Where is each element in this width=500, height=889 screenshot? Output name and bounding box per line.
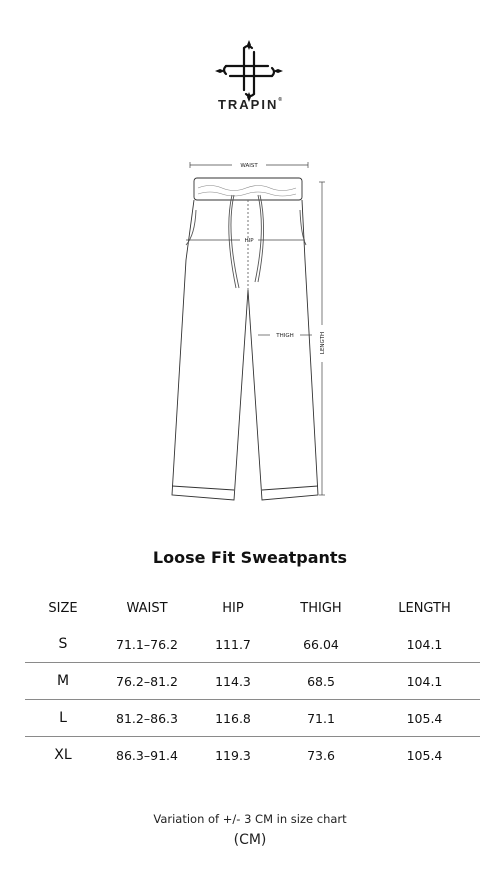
table-row — [25, 737, 480, 774]
waist-cell: 76.2–81.2 — [101, 663, 193, 700]
hip-cell: 116.8 — [193, 700, 273, 737]
size-cell: L — [25, 700, 101, 737]
table-row — [25, 663, 480, 700]
column-header: WAIST — [126, 600, 168, 616]
column-header: HIP — [222, 600, 244, 616]
table-row — [25, 626, 480, 663]
thigh-cell: 66.04 — [273, 626, 369, 663]
product-title: Loose Fit Sweatpants — [152, 548, 348, 567]
variation-note: Variation of +/- 3 CM in size chart — [153, 812, 347, 826]
brand-name: TRAPIN® — [217, 97, 283, 112]
size-cell: XL — [54, 747, 72, 763]
length-cell: 105.4 — [369, 700, 480, 737]
hip-cell: 114.3 — [193, 663, 273, 700]
table-row — [25, 700, 480, 737]
waist-cell: 86.3–91.4 — [116, 747, 178, 763]
length-label: LENGTH — [320, 331, 326, 355]
table-header-row — [25, 590, 480, 626]
waist-label: WAIST — [240, 163, 258, 169]
pants-measurement-diagram — [0, 150, 500, 510]
waistband — [194, 178, 302, 200]
length-cell: 104.1 — [369, 626, 480, 663]
thigh-cell: 68.5 — [273, 663, 369, 700]
waist-cell: 81.2–86.3 — [101, 700, 193, 737]
thigh-label: THIGH — [276, 333, 294, 339]
trapin-cross-logo-icon — [0, 40, 500, 130]
pants-outline — [172, 200, 318, 500]
waist-cell: 71.1–76.2 — [101, 626, 193, 663]
size-chart-table — [25, 590, 480, 773]
thigh-cell: 73.6 — [307, 747, 335, 763]
column-header: LENGTH — [398, 600, 451, 616]
hip-label: HIP — [244, 238, 254, 244]
length-cell: 105.4 — [406, 747, 443, 763]
length-cell: 104.1 — [369, 663, 480, 700]
size-cell: M — [25, 663, 101, 700]
unit-label: (CM) — [233, 832, 267, 848]
hip-cell: 119.3 — [215, 747, 251, 763]
thigh-cell: 71.1 — [273, 700, 369, 737]
column-header: THIGH — [300, 600, 342, 616]
size-cell: S — [25, 626, 101, 663]
hip-cell: 111.7 — [193, 626, 273, 663]
column-header: SIZE — [48, 600, 78, 616]
